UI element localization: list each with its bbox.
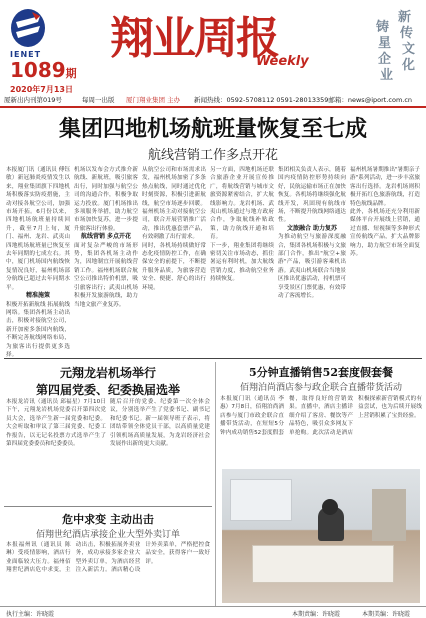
lead-column-2: [74, 166, 138, 352]
paragraph: 积极开拓新航线 拓展航线网络。集团各机场主动出击，积极对接航空公司，新开加密多条国内航线，不断完善航线网络布局，为旅客出行提供更多选择。: [6, 301, 70, 358]
logo-subtitle: IENET: [10, 50, 42, 59]
logo-block: [6, 8, 96, 100]
editor-text: 厦门翔业集团 主办: [126, 96, 181, 104]
bed-shape: [252, 545, 394, 583]
section-divider: [4, 506, 212, 507]
article2-title-line2: 第四届党委、纪委换届选举: [35, 383, 180, 397]
article4-title: 5分钟直播销售52套度假套餐: [249, 366, 393, 379]
period-text: 每周一出版: [82, 96, 115, 104]
callig-char: 企: [378, 52, 392, 67]
paragraph: 面对复杂严峻的市场形势，集团各机场主动作为，因地制宜开展航线营销工作。福州机场联合航空公司推出特价机票，吸引旅客出行；武夷山机场积极开发旅游航线，助力当地文旅产业复苏。: [74, 242, 138, 308]
lead-column-6: [350, 166, 420, 352]
paragraph: 本报龙岩讯（通讯员 邱福星）7月10日下午，元翔龙岩机场党委召开第四次党员大会，选举产生新一届党委和纪委。大会听取和审议了第三届党委、纪委工作报告，以无记名投票方式选举产生了第四届党委委员和纪委委员。: [6, 399, 106, 448]
footer-chief-editor: 执行主编：许晓霞: [6, 611, 55, 618]
calligraphy-slogan: [372, 6, 420, 83]
company-logo-icon: [10, 8, 46, 48]
paragraph: 随后召开的党委、纪委第一次全体会议，分别选举产生了党委书记、副书记和纪委书记。新一届领导班子表示，将团结带领全体党员干部，以高质量党建引领机场高质量发展，为龙岩经济社会发展作出新的更大贡献。: [110, 399, 210, 448]
paragraph: 福州机场暑期推出"暑期亲子游"系列活动，进一步丰富旅客出行选择。龙岩机场则积极开拓红色旅游航线，打造特色航线品牌。: [350, 167, 420, 207]
article3-subtitle: 佰翔世纪酒店承接企业大型外卖订单: [35, 530, 180, 540]
paragraph: 为推动航空与旅游深度融合，集团各机场积极与文旅部门合作，推出"航空+旅游"产品，吸引游客乘机出游。武夷山机场联合当地景区推出优惠活动，持机票可享受景区门票优惠，有效带动了客流增长。: [278, 234, 346, 300]
section-subtitle: 精准施策: [25, 292, 50, 300]
lead-column-4: [210, 166, 274, 352]
article2-column-2: [110, 398, 210, 502]
lead-column-3: [142, 166, 206, 352]
paragraph: 下一步，翔业集团将继续密切关注市场动态，抓住暑运有利时机，加大航线营销力度，推动航空业务持续恢复。: [210, 242, 274, 283]
cabinet-shape: [372, 489, 406, 541]
issue-number: 1089期: [10, 58, 77, 82]
person-head: [322, 499, 338, 515]
paragraph: 本报厦门讯（通讯员 李惠）7月8日，佰翔泊尚酒店参与厦门市政企联合直播带货活动，在短短5分钟内成功销售52套度假套餐，取得良好的营销效果。直播中，酒店主播详细介绍了客房、餐饮等产品特色，吸引众多网友下单抢购。此次活动是酒店积极探索新营销模式的有益尝试，也为后续开展线上营销积累了宝贵经验。: [220, 396, 422, 436]
callig-char: 铸: [376, 20, 390, 35]
masthead-title: 翔业周报: [110, 13, 278, 64]
column-divider: [215, 362, 216, 606]
section-subtitle: 文旅融合 助力复苏: [286, 224, 338, 232]
paragraph: 此外，各机场还充分利用新媒体平台开展线上营销，通过直播、短视频等多种形式宣传航线产品，扩大品牌影响力，助力航空市场全面复苏。: [350, 209, 420, 258]
masthead: [110, 2, 360, 72]
footer-designer: 本期美编：许晓霞: [362, 611, 411, 618]
info-bar: [0, 92, 426, 108]
callig-char: 化: [402, 58, 416, 73]
lead-headline: 集团四地机场航班量恢复至七成: [58, 116, 367, 142]
paragraph: 机场以发布会方式推介新航线、新航班，吸引旅客出行，同时加强与航空公司的沟通合作，积极争取运力投放。厦门机场推出多项服务举措，助力航空市场加快复苏，进一步提升旅客出行体验。: [74, 167, 138, 232]
page-footer: [0, 606, 426, 618]
masthead-weekly: Weekly: [256, 54, 309, 69]
lead-subhead: 航线营销工作多点开花: [147, 148, 278, 163]
callig-char: 传: [400, 26, 414, 41]
paragraph: 同时，各机场持续做好常态化疫情防控工作，在确保安全的前提下，不断提升服务品质，为旅客营造安全、便捷、舒心的出行环境。: [142, 242, 206, 291]
paragraph: 集团相关负责人表示，随着国内疫情防控形势持续向好，民航运输市场正在加快恢复。各机场将继续强化航线开发，巩固现有航线市场，不断提升航线网络通达性。: [278, 167, 346, 224]
paragraph: 从航空公司和市场需求出发，福州机场加密了多条热点航线，同时通过优化时刻资源，积极引进新航线，航空市场逐步回暖。福州机场主动对接航空公司，联合开展营销推广活动，推出优惠套票产品，有效刺激了出行需求。: [142, 167, 206, 241]
paragraph: 本报厦门讯（通讯员 傅钰敏）新冠肺炎疫情发生以来，翔业集团旗下四地机场积极落实防疫措施，主动对接各航空公司，加强市场开拓。6月份以来，四地机场航班量持续回升，截至7月上旬，厦门、福州、龙岩、武夷山四地机场航班量已恢复至去年同期的七成左右。其中，厦门机场国内航线恢复情况良好，福州机场部分航线已超过去年同期水平。: [6, 167, 70, 291]
permit-text: 厦新出内刊第019号: [4, 96, 62, 104]
article3-body: [6, 541, 210, 603]
issue-date: 2020年7月13日: [10, 85, 73, 94]
article4-subtitle: 佰翔泊尚酒店参与政企联合直播带货活动: [239, 383, 402, 393]
article4-body: [220, 395, 422, 465]
paragraph: 另一方面，四地机场还联合旅游企业开展宣传推广，将航线营销与城市文旅资源紧密结合，扩大航线影响力。龙岩机场、武夷山机场通过与地方政府合作，争取航线补贴政策，助力航线开通和培育。: [210, 167, 274, 241]
paragraph: 本报福州讯（通讯员 陈琳）受疫情影响，酒店行业面临较大压力。福州佰翔世纪酒店危中求变，主动出击，积极拓展外卖业务，成功承接多家企业大型外卖订单，为酒店经营注入新活力。酒店精心设计外卖菜单，严格把控食品安全，获得客户一致好评。: [6, 542, 210, 574]
lead-column-5: [278, 166, 346, 352]
callig-char: 业: [380, 68, 394, 83]
article3-title: 危中求变 主动出击: [62, 513, 154, 526]
hotel-livestream-photo: [222, 469, 420, 603]
window-shape: [230, 479, 292, 521]
article2-title: 元翔龙岩机场举行: [59, 366, 156, 380]
section-divider: [4, 358, 422, 359]
lead-column-1: [6, 166, 70, 358]
footer-issue-editor: 本期责编：许晓霞: [292, 611, 341, 618]
hotline-text: 新闻热线：0592-5708112 0591-28013359邮箱：news@iport.com.cn: [194, 96, 413, 104]
callig-char: 文: [402, 42, 416, 57]
section-subtitle: 航线营销 多点开花: [80, 233, 132, 241]
callig-char: 星: [378, 36, 392, 51]
callig-char: 新: [398, 10, 412, 25]
article2-column-1: [6, 398, 106, 502]
